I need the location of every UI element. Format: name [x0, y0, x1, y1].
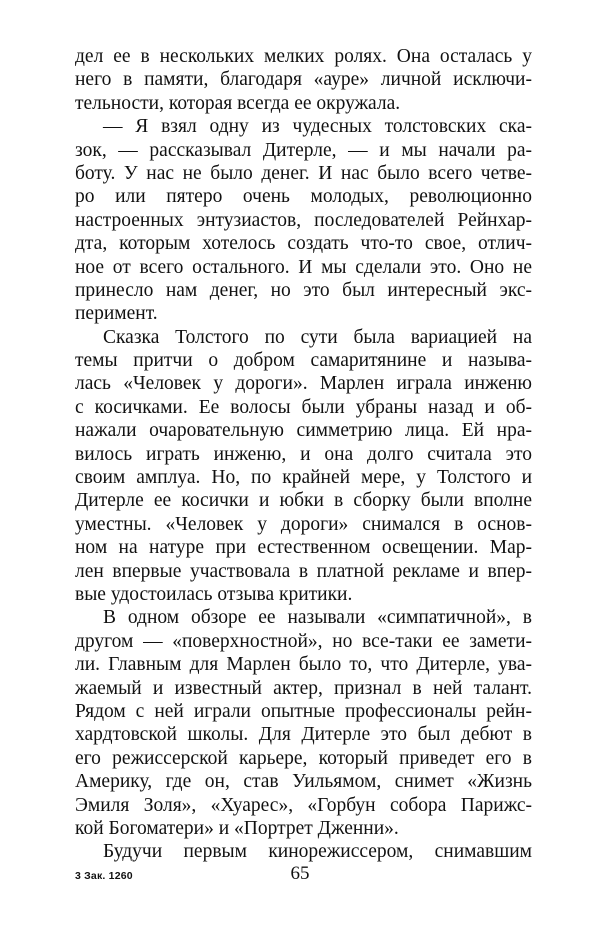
- text-line: с косичками. Ее волосы были убраны назад и об-: [75, 396, 532, 418]
- page-number: 65: [290, 863, 310, 884]
- text-line: перимент.: [75, 303, 158, 325]
- text-line: боту. У нас не было денег. И нас было всего четве-: [75, 162, 532, 184]
- text-line: ном на натуре при естественном освещении. Мар-: [75, 537, 532, 559]
- text-line: хардтовской школы. Для Дитерле это был дебют в: [75, 724, 532, 746]
- printer-signature: 3 Зак. 1260: [75, 870, 133, 882]
- body-text: [75, 45, 532, 864]
- text-line: ли. Главным для Марлен было то, что Дитерле, ува-: [75, 654, 532, 676]
- text-line: темы притчи о добром самаритянине и называ-: [75, 350, 532, 372]
- text-line: него в памяти, благодаря «ауре» личной исключи-: [75, 69, 532, 91]
- text-line: тельности, которая всегда ее окружала.: [75, 92, 401, 114]
- text-line: Рядом с ней играли опытные профессионалы рейн-: [75, 700, 532, 722]
- text-line: Дитерле ее косички и юбки в сборку были вполне: [75, 490, 532, 512]
- text-line: Будучи первым кинорежиссером, снимавшим: [103, 841, 532, 863]
- text-line: уместны. «Человек у дороги» снимался в основ-: [75, 513, 532, 535]
- text-line: Америку, где он, став Уильямом, снимет «Жизнь: [75, 771, 532, 793]
- text-line: зок, — рассказывал Дитерле, — и мы начали ра-: [75, 139, 532, 161]
- text-line: Сказка Толстого по сути была вариацией на: [103, 326, 532, 348]
- text-line: лась «Человек у дороги». Марлен играла инженю: [75, 373, 532, 395]
- text-line: кой Богоматери» и «Портрет Дженни».: [75, 817, 399, 839]
- text-line: его режиссерской карьере, который приведет его в: [75, 747, 532, 769]
- text-line: лен впервые участвовала в платной рекламе и впер-: [75, 560, 532, 582]
- text-line: принесло нам денег, но это был интересный экс-: [75, 279, 532, 301]
- text-line: жаемый и известный актер, признал в ней талант.: [75, 677, 532, 699]
- text-line: настроенных энтузиастов, последователей Рейнхар-: [75, 209, 532, 231]
- text-line: ное от всего остального. И мы сделали это. Оно не: [75, 256, 532, 278]
- text-line: дта, которым хотелось создать что-то свое, отлич-: [75, 233, 532, 255]
- text-line: Эмиля Золя», «Хуарес», «Горбун собора Парижс-: [75, 794, 532, 816]
- text-line: дел ее в нескольких мелких ролях. Она осталась у: [75, 46, 532, 67]
- text-line: вилось играть инженю, и она долго считала это: [75, 443, 532, 465]
- text-line: ро или пятеро очень молодых, революционно: [75, 186, 532, 208]
- text-line: своим амплуа. Но, по крайней мере, у Толстого и: [75, 467, 532, 489]
- text-line: другом — «поверхностной», но все-таки ее замети-: [75, 630, 532, 652]
- text-line: вые удостоилась отзыва критики.: [75, 583, 353, 605]
- text-line: В одном обзоре ее называли «симпатичной», в: [103, 607, 532, 629]
- text-line: нажали очаровательную симметрию лица. Ей нра-: [75, 420, 532, 442]
- text-line: — Я взял одну из чудесных толстовских ска-: [103, 116, 532, 138]
